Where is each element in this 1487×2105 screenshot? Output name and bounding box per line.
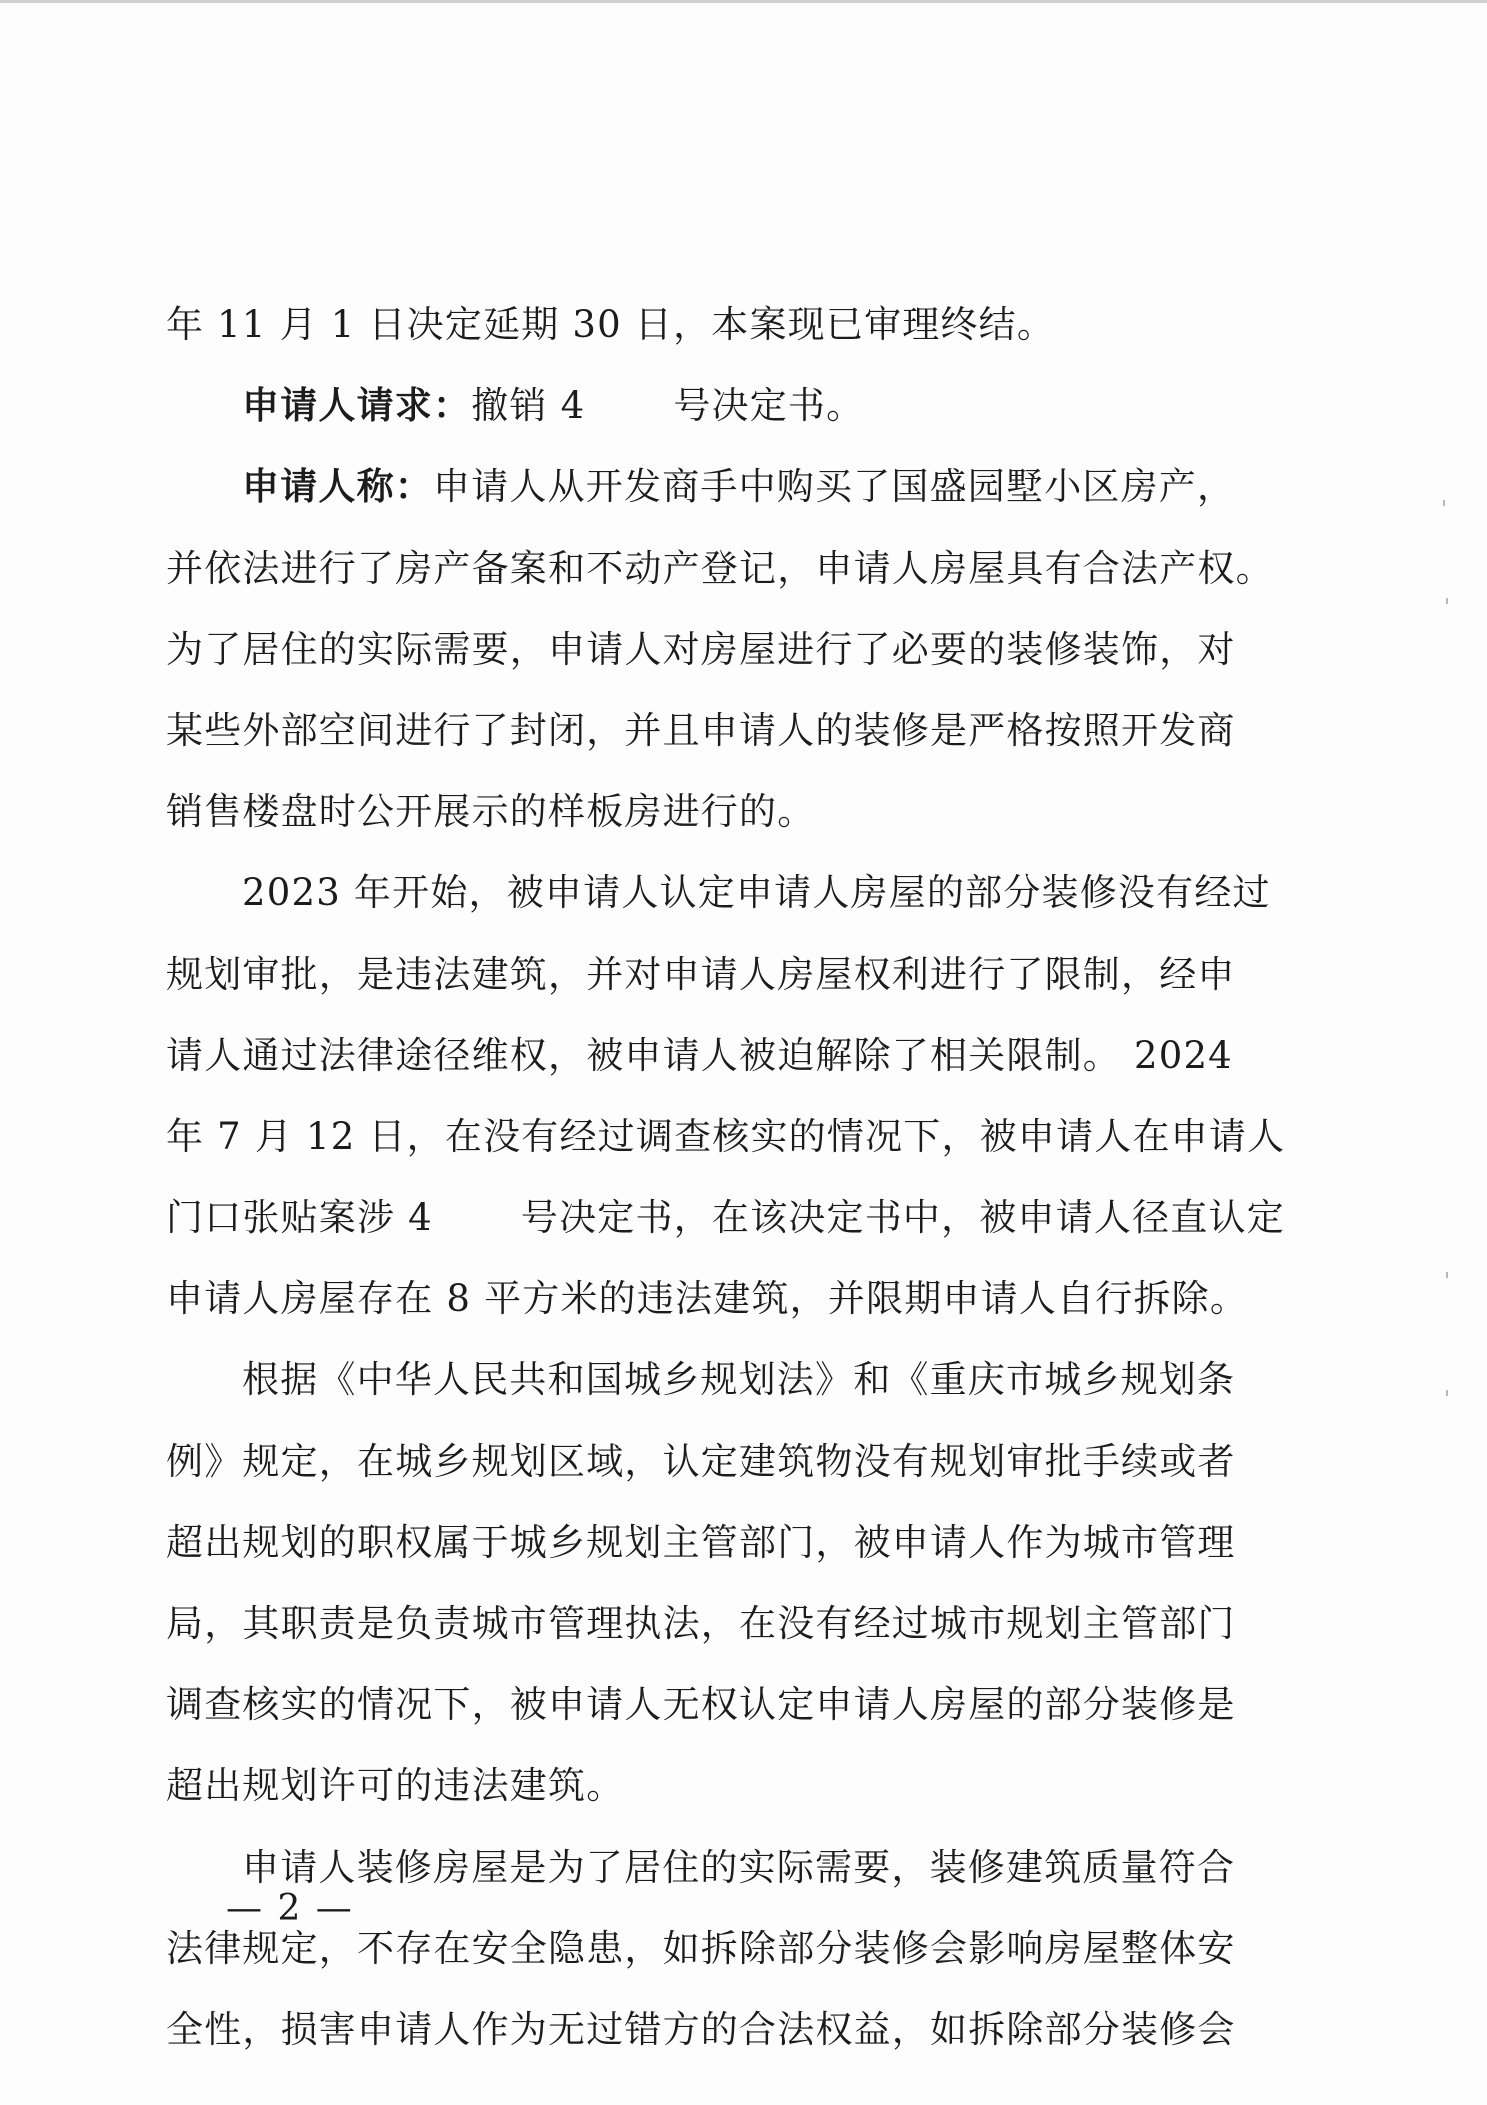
text-line: 请人通过法律途径维权，被申请人被迫解除了相关限制。 2024 [166, 1033, 1233, 1077]
text-line: 例》规定，在城乡规划区域，认定建筑物没有规划审批手续或者 [166, 1439, 1236, 1483]
text-line: 为了居住的实际需要，申请人对房屋进行了必要的装修装饰，对 [166, 627, 1236, 671]
text-line: 某些外部空间进行了封闭，并且申请人的装修是严格按照开发商 [166, 708, 1236, 752]
text-line: 年 11 月 1 日决定延期 30 日，本案现已审理终结。 [166, 303, 1056, 346]
scan-speck [1446, 598, 1448, 604]
text-line: 超出规划许可的违法建筑。 [166, 1764, 625, 1808]
text-line: 门口张贴案涉 4 号决定书，在该决定书中，被申请人径直认定 [166, 1196, 1285, 1240]
text-line: 并依法进行了房产备案和不动产登记，申请人房屋具有合法产权。 [166, 546, 1274, 590]
document-body [166, 284, 1286, 2070]
claim-paragraph-start: 申请人称：申请人从开发商手中购买了国盛园墅小区房产， [242, 465, 1236, 509]
text-line: 超出规划的职权属于城乡规划主管部门，被申请人作为城市管理 [166, 1520, 1236, 1564]
claim-label: 申请人称： [242, 465, 433, 509]
scan-speck [1443, 500, 1445, 506]
text-line: 局，其职责是负责城市管理执法，在没有经过城市规划主管部门 [166, 1602, 1236, 1645]
scan-edge [0, 0, 1487, 3]
text-line: 根据《中华人民共和国城乡规划法》和《重庆市城乡规划条 [242, 1358, 1236, 1402]
page-number: — 2 — [226, 1888, 354, 1929]
request-label: 申请人请求： [242, 384, 472, 428]
scan-speck [1446, 1390, 1448, 1396]
text-line: 申请人房屋存在 8 平方米的违法建筑，并限期申请人自行拆除。 [166, 1277, 1249, 1321]
scan-speck [1446, 1272, 1448, 1278]
request-paragraph: 申请人请求：撤销 4 号决定书。 [242, 384, 865, 428]
text-line: 2023 年开始，被申请人认定申请人房屋的部分装修没有经过 [242, 871, 1271, 915]
text-line: 销售楼盘时公开展示的样板房进行的。 [166, 790, 816, 834]
text-line: 规划审批，是违法建筑，并对申请人房屋权利进行了限制，经申 [166, 952, 1236, 996]
text-line: 年 7 月 12 日，在没有经过调查核实的情况下，被申请人在申请人 [166, 1114, 1286, 1158]
text-line: 调查核实的情况下，被申请人无权认定申请人房屋的部分装修是 [166, 1683, 1236, 1727]
text-line: 法律规定，不存在安全隐患，如拆除部分装修会影响房屋整体安 [166, 1926, 1236, 1970]
text-line: 申请人装修房屋是为了居住的实际需要，装修建筑质量符合 [242, 1845, 1236, 1889]
text-line: 全性，损害申请人作为无过错方的合法权益，如拆除部分装修会 [166, 2007, 1236, 2051]
